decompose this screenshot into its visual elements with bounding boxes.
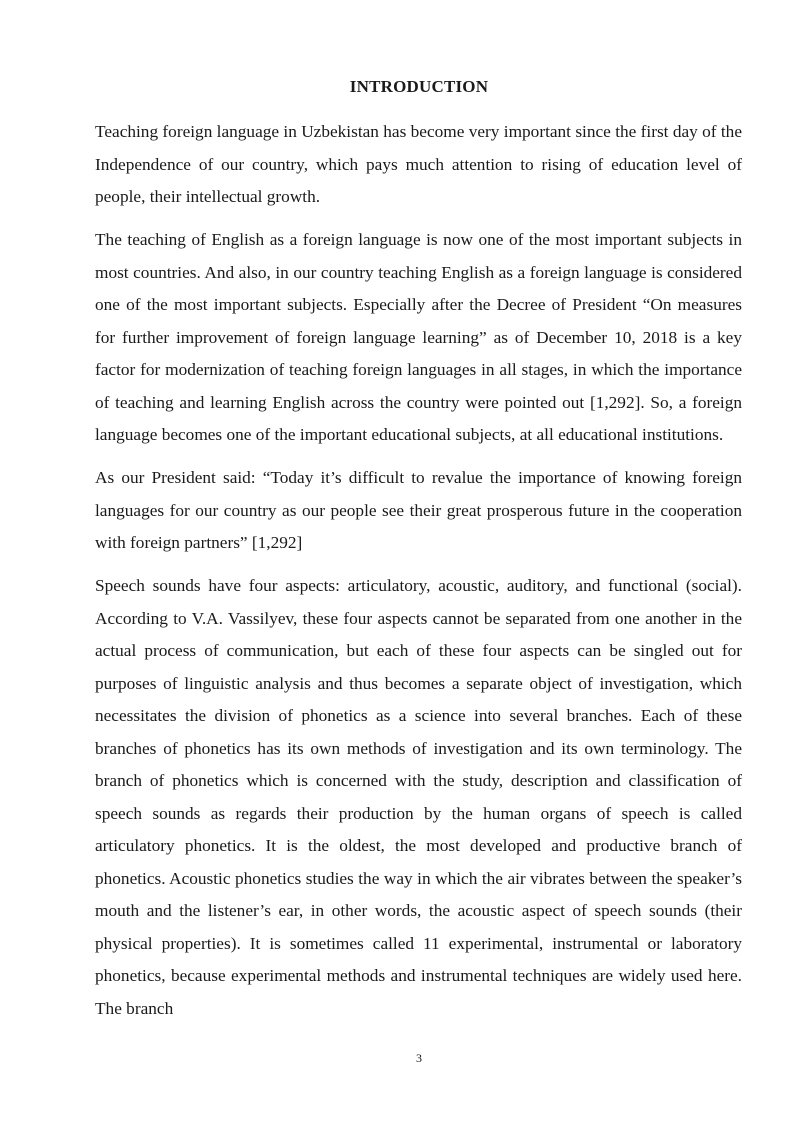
- paragraph-3: As our President said: “Today it’s difficult to revalue the importance of knowing foreign languages for our country as our people see their great prosperous future in the cooperation with foreign partners” [1,292]: [95, 468, 742, 552]
- section-heading: INTRODUCTION: [349, 77, 489, 96]
- body-text: [95, 116, 742, 1036]
- paragraph-1: Teaching foreign language in Uzbekistan has become very important since the first day of the Independence of our country, which pays much attention to rising of education level of people, their intellectual growth.: [95, 122, 742, 206]
- paragraph-4: Speech sounds have four aspects: articulatory, acoustic, auditory, and functional (social). According to V.A. Vassilyev, these four aspects cannot be separated from one another in the actual process of communication, but each of these four aspects can be singled out for purposes of linguistic analysis and thus becomes a separate object of investigation, which necessitates the division of phonetics as a science into several branches. Each of these branches of phonetics has its own methods of investigation and its own terminology. The branch of phonetics which is concerned with the study, description and classification of speech sounds as regards their production by the human organs of speech is called articulatory phonetics. It is the oldest, the most developed and productive branch of phonetics. Acoustic phonetics studies the way in which the air vibrates between the speaker’s mouth and the listener’s ear, in other words, the acoustic aspect of speech sounds (their physical properties). It is sometimes called 11 experimental, instrumental or laboratory phonetics, because experimental methods and instrumental techniques are widely used here. The branch: [95, 576, 742, 1018]
- paragraph-2: The teaching of English as a foreign language is now one of the most important subjects in most countries. And also, in our country teaching English as a foreign language is considered one of the most important subjects. Especially after the Decree of President “On measures for further improvement of foreign language learning” as of December 10, 2018 is a key factor for modernization of teaching foreign languages in all stages, in which the importance of teaching and learning English across the country were pointed out [1,292]. So, a foreign language becomes one of the important educational subjects, at all educational institutions.: [95, 230, 742, 444]
- page-number: 3: [416, 1051, 422, 1065]
